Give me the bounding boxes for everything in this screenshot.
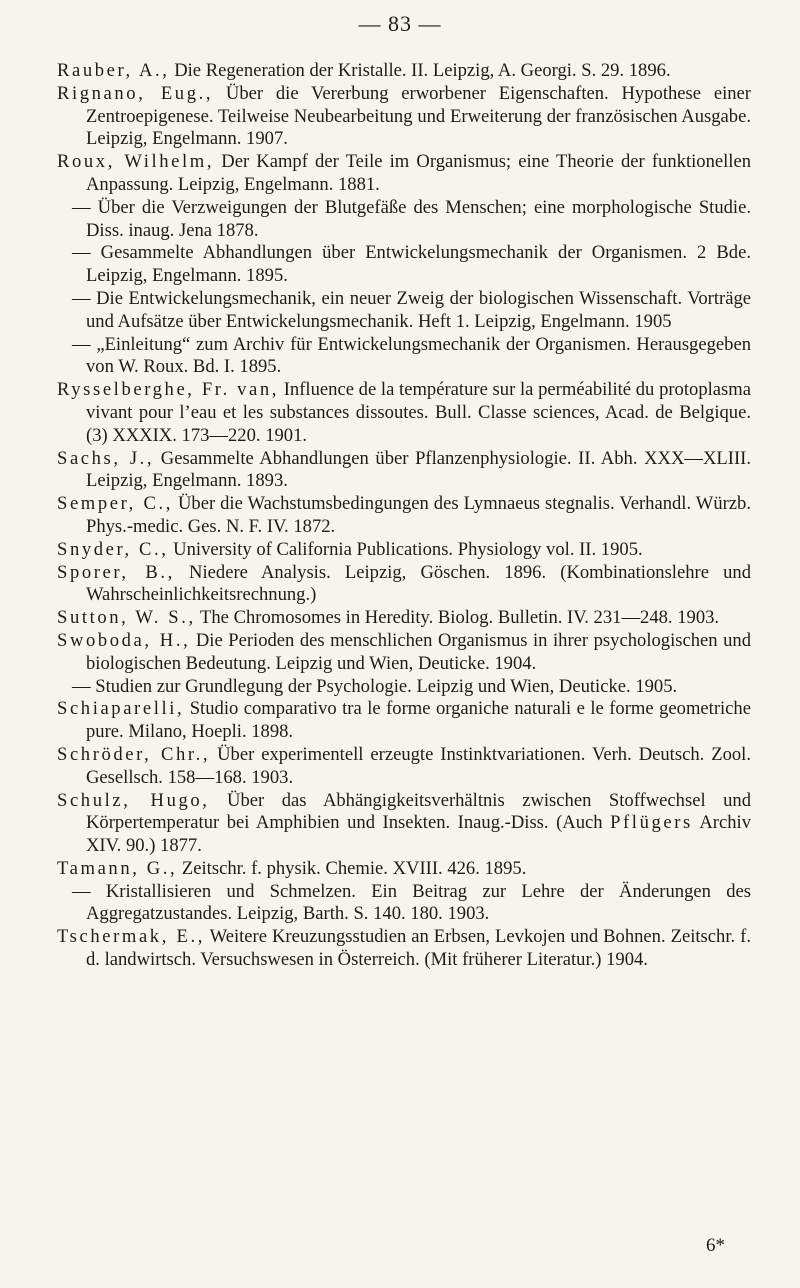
- reference-entry: [57, 926, 751, 972]
- reference-text: Niedere Analysis. Leipzig, Göschen. 1896. (Kombinationslehre und Wahrscheinlichkeitsrechnung.): [86, 561, 751, 606]
- reference-author: Rignano, Eug.,: [57, 82, 214, 104]
- reference-author: Sutton, W. S.,: [57, 607, 196, 629]
- reference-author: Schröder, Chr.,: [57, 743, 211, 765]
- reference-text: — „Einleitung“ zum Archiv für Entwickelungsmechanik der Organismen. Herausgegeben von W. Roux. Bd. I. 1895.: [72, 333, 751, 378]
- reference-author: Tamann, G.,: [57, 857, 178, 879]
- reference-text: Über das Abhängigkeitsverhältnis zwischen Stoffwechsel und Körpertemperatur bei Amphibien und Insekten. Inaug.-Diss. (Auch: [86, 789, 752, 834]
- reference-entry: [57, 630, 751, 676]
- reference-entry: [57, 151, 751, 197]
- reference-author: Semper, C.,: [57, 493, 173, 515]
- reference-text: — Studien zur Grundlegung der Psychologie. Leipzig und Wien, Deuticke. 1905.: [72, 675, 678, 697]
- reference-entry: [57, 539, 751, 562]
- reference-entry: [57, 744, 751, 790]
- reference-entry: [57, 881, 751, 927]
- reference-text: University of California Publications. Physiology vol. II. 1905.: [168, 538, 643, 560]
- reference-author: Snyder, C.,: [57, 538, 169, 560]
- reference-entry: [57, 334, 751, 380]
- reference-text: Die Regeneration der Kristalle. II. Leipzig, A. Georgi. S. 29. 1896.: [169, 60, 671, 81]
- reference-author: Roux, Wilhelm,: [57, 151, 215, 173]
- reference-entry: [57, 60, 751, 83]
- reference-entry: [57, 197, 751, 243]
- reference-text: — Über die Verzweigungen der Blutgefäße des Menschen; eine morphologische Studie. Diss. inaug. Jena 1878.: [72, 196, 751, 241]
- reference-entry: [57, 698, 751, 744]
- bibliography-list: [57, 60, 751, 972]
- reference-author: Sachs, J.,: [57, 447, 155, 469]
- reference-entry: [57, 242, 751, 288]
- reference-entry: [57, 83, 751, 151]
- reference-author: Swoboda, H.,: [57, 629, 191, 651]
- reference-author: Rysselberghe, Fr. van,: [57, 379, 280, 401]
- reference-text: — Gesammelte Abhandlungen über Entwickelungsmechanik der Organismen. 2 Bde. Leipzig, Engelmann. 1895.: [72, 242, 751, 287]
- reference-entry: [57, 858, 751, 881]
- reference-entry: [57, 676, 751, 699]
- reference-text-continued: Archiv XIV. 90.) 1877.: [86, 812, 751, 857]
- reference-text: — Die Entwickelungsmechanik, ein neuer Zweig der biologischen Wissenschaft. Vorträge und Aufsätze über Entwickelungsmechanik. Heft 1. Leipzig, Engelmann. 1905: [72, 287, 751, 332]
- reference-author: Sporer, B.,: [57, 561, 175, 583]
- reference-text: Weitere Kreuzungsstudien an Erbsen, Levkojen und Bohnen. Zeitschr. f. d. landwirtsch. Versuchswesen in Österreich. (Mit früherer Literatur.) 1904.: [86, 926, 751, 971]
- page-number: — 83 —: [358, 11, 442, 36]
- reference-author: Schulz, Hugo,: [57, 789, 210, 811]
- reference-entry: [57, 288, 751, 334]
- reference-entry: [57, 607, 751, 630]
- reference-entry: [57, 562, 751, 608]
- reference-text: The Chromosomes in Heredity. Biolog. Bulletin. IV. 231—248. 1903.: [195, 607, 720, 629]
- reference-entry: [57, 493, 751, 539]
- reference-text: Über die Wachstumsbedingungen des Lymnaeus stegnalis. Verhandl. Würzb. Phys.-medic. Ges. N. F. IV. 1872.: [86, 493, 752, 537]
- reference-text: Zeitschr. f. physik. Chemie. XVIII. 426. 1895.: [177, 857, 527, 879]
- reference-entry: [57, 790, 751, 858]
- reference-text: Über die Vererbung erworbener Eigenschaften. Hypothese einer Zentroepigenese. Teilweise Neubearbeitung und Erweiterung der französischen Ausgabe. Leipzig, Engelmann. 1907.: [86, 82, 751, 150]
- reference-entry: [57, 448, 751, 494]
- signature-mark: 6*: [706, 1235, 725, 1256]
- reference-author: Tschermak, E.,: [57, 926, 205, 948]
- reference-author: Schiaparelli,: [57, 698, 185, 720]
- reference-text: Gesammelte Abhandlungen über Pflanzenphysiologie. II. Abh. XXX—XLIII. Leipzig, Engelmann. 1893.: [86, 447, 751, 492]
- reference-text: Über experimentell erzeugte Instinktvariationen. Verh. Deutsch. Zool. Gesellsch. 158—168. 1903.: [86, 743, 751, 788]
- reference-text: Influence de la température sur la perméabilité du protoplasma vivant pour l’eau et les substances dissoutes. Bull. Classe sciences, Acad. de Belgique. (3) XXXIX. 173—220. 1901.: [86, 379, 751, 446]
- reference-text: Der Kampf der Teile im Organismus; eine Theorie der funktionellen Anpassung. Leipzig, Engelmann. 1881.: [86, 151, 751, 195]
- reference-author: Rauber, A.,: [57, 60, 170, 81]
- reference-text: Studio comparativo tra le forme organiche naturali e le forme geometriche pure. Milano, Hoepli. 1898.: [86, 698, 751, 743]
- reference-author-inline: Pflügers: [610, 812, 693, 834]
- reference-text: Die Perioden des menschlichen Organismus in ihrer psychologischen und biologischen Bedeutung. Leipzig und Wien, Deuticke. 1904.: [86, 629, 751, 674]
- reference-text: — Kristallisieren und Schmelzen. Ein Beitrag zur Lehre der Änderungen des Aggregatzustandes. Leipzig, Barth. S. 140. 180. 1903.: [72, 880, 751, 925]
- reference-entry: [57, 379, 751, 447]
